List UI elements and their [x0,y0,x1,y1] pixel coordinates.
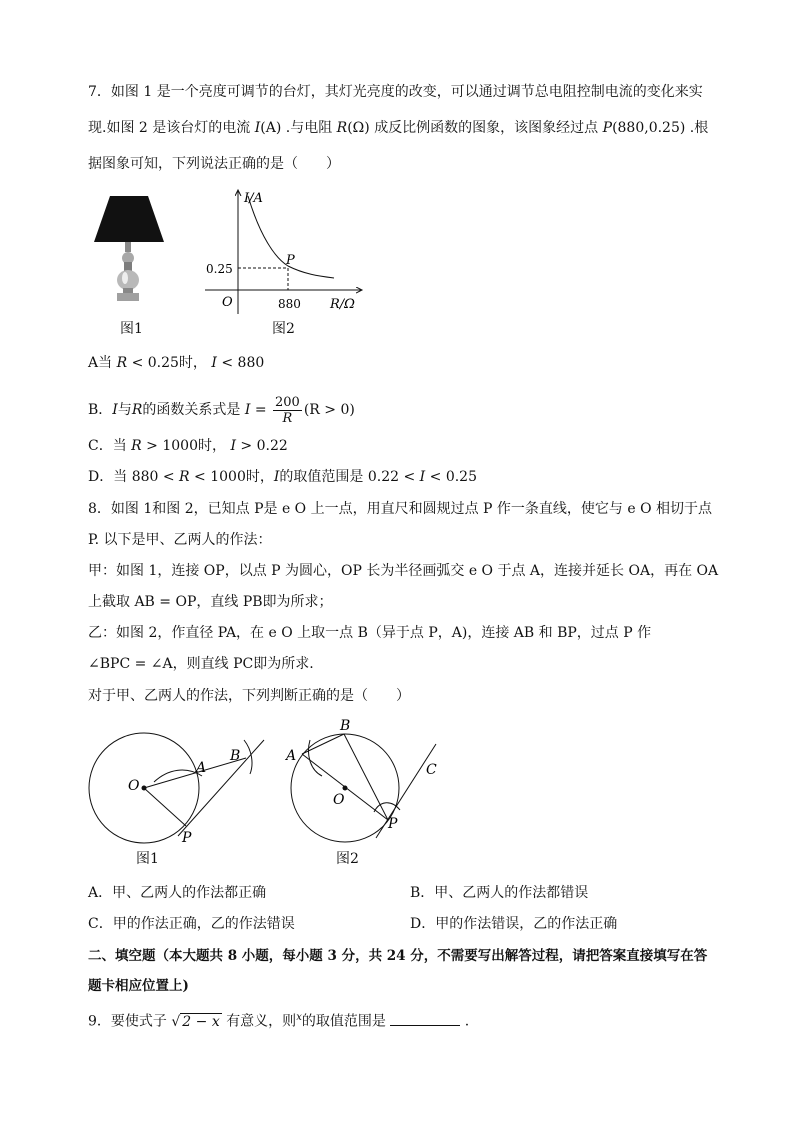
label-P: P [182,830,192,846]
inverse-proportion-graph [200,186,370,316]
q8-line-5: 乙：如图 2，作直径 PA，在 e O 上取一点 B（异于点 P，A)，连接 AB 和 BP，过点 P 作 [88,625,652,641]
section-2-heading-line-2: 题卡相应位置上) [88,978,189,994]
q7-option-d [88,467,477,487]
x-tick-label: 880 [278,297,301,311]
q9-text: . [464,1013,470,1030]
opt-result: > 0.22 [240,438,288,454]
var-R: R [179,469,190,485]
var-R: R [336,120,348,136]
point-P-label: P [286,253,295,268]
opt-cond: < 1000时， [194,469,274,485]
q8-figure-1 [86,714,286,874]
var-x: x [296,1012,302,1023]
var-R: R [116,355,128,371]
q7-line-3: 据图象可知，下列说法正确的是（ ） [88,156,340,172]
opt-prefix: B． [88,402,113,418]
q9-text: 有意义，则 [226,1013,297,1030]
var-I: I [419,469,426,485]
q8-fig1-label: 图1 [136,851,159,867]
q7-text: 成反比例函数的图象，该图象经过点 [374,120,599,136]
opt-prefix: A当 [88,355,113,371]
var-R: R [131,438,142,454]
opt-prefix: C．当 [88,438,127,454]
q8-line-1: 8．如图 1和图 2，已知点 P是 e O 上一点，用直尺和圆规过点 P 作一条直线，使它与 e O 相切于点 [88,501,713,517]
var-R: R [131,402,143,418]
var-I: I [244,402,251,418]
fraction [273,395,302,426]
label-O: O [333,792,345,808]
opt-cond: < 0.25时， [131,355,207,371]
q7-line-2 [88,118,708,138]
q8-line-4: 上截取 AB = OP，直线 PB即为所求； [88,594,333,610]
q8-option-d: D．甲的作法错误，乙的作法正确 [410,916,618,932]
label-A: A [286,748,297,764]
opt-cond: > 1000时， [146,438,226,454]
q7-text: 现.如图 2 是该台灯的电流 [88,120,251,136]
radicand: 2 − x [182,1013,220,1030]
var-I: I [112,402,118,418]
q8-line-3: 甲：如图 1，连接 OP，以点 P 为圆心，OP 长为半径画弧交 e O 于点 A，连接并延长 OA，再在 OA [88,563,719,579]
q7-option-b [88,392,355,428]
x-axis-label: R/Ω [330,297,355,312]
arc-from-P [154,770,202,782]
q9-text: 的取值范围是 [301,1013,386,1030]
label-B: B [340,718,351,734]
label-O: O [128,778,140,794]
q8-figure-2 [280,714,460,874]
q8-line-7: 对于甲、乙两人的作法，下列判断正确的是（ ） [88,688,410,704]
lamp-base [117,270,139,290]
equals-sign: = [254,402,267,418]
q7-text: .根 [689,120,709,136]
q8-option-c: C．甲的作法正确，乙的作法错误 [88,916,295,932]
label-C: C [426,762,437,778]
y-tick-label: 0.25 [206,262,233,276]
opt-text: 与 [117,402,132,418]
opt-text: 的取值范围是 [279,469,364,485]
q7-option-c [88,436,288,456]
square-root: √ 2 − x [171,1013,220,1030]
q7-option-a [88,353,264,373]
opt-prefix: D．当 [88,469,128,485]
q9-line [88,1008,469,1032]
label-P: P [388,816,398,832]
q8-line-2: P. 以下是甲、乙两人的作法： [88,532,272,548]
point-coord: (880,0.25) [612,120,686,136]
var-I: I [230,438,236,454]
q9-text: 9．要使式子 [88,1013,167,1030]
unit-ohm: (Ω) [347,120,370,136]
point-P: P [602,120,613,136]
opt-result: < 0.25 [429,469,477,485]
opt-text: 的函数关系式是 [142,402,241,418]
lamp-figure [92,192,172,312]
lamp-shade [94,196,164,242]
opt-result: 0.22 < [367,469,416,485]
q8-option-b: B．甲、乙两人的作法都错误 [410,885,589,901]
y-axis-label: I/A [244,191,263,206]
q7-line-1: 7．如图 1 是一个亮度可调节的台灯，其灯光亮度的改变，可以通过调节总电阻控制电流的变化来实 [88,84,703,100]
var-I: I [273,469,280,485]
opt-text: 880 < [131,469,175,485]
q8-fig2-label: 图2 [336,851,359,867]
q7-text: .与电阻 [285,120,333,136]
q8-option-a: A．甲、乙两人的作法都正确 [88,885,267,901]
line-PC [376,744,436,838]
denominator: R [282,410,293,426]
opt-cond: (R > 0) [303,402,355,418]
arc-at-B [244,740,252,774]
origin-label: O [222,295,233,310]
numerator: 200 [275,394,300,410]
segment-BP [344,734,388,820]
opt-result: < 880 [221,355,265,371]
fig2-label: 图2 [272,321,295,337]
answer-blank[interactable] [390,1011,460,1026]
segment-OP [144,788,186,826]
fig1-label: 图1 [120,321,143,337]
label-A: A [196,760,207,776]
q8-line-6: ∠BPC = ∠A，则直线 PC即为所求. [88,656,314,672]
var-I: I [211,355,217,371]
section-2-heading-line-1: 二、填空题（本大题共 8 小题，每小题 3 分，共 24 分，不需要写出解答过程，请把答案直接填写在答 [88,948,708,964]
unit-A: (A) [260,120,282,136]
label-B: B [230,748,241,764]
var-I: I [254,120,261,136]
